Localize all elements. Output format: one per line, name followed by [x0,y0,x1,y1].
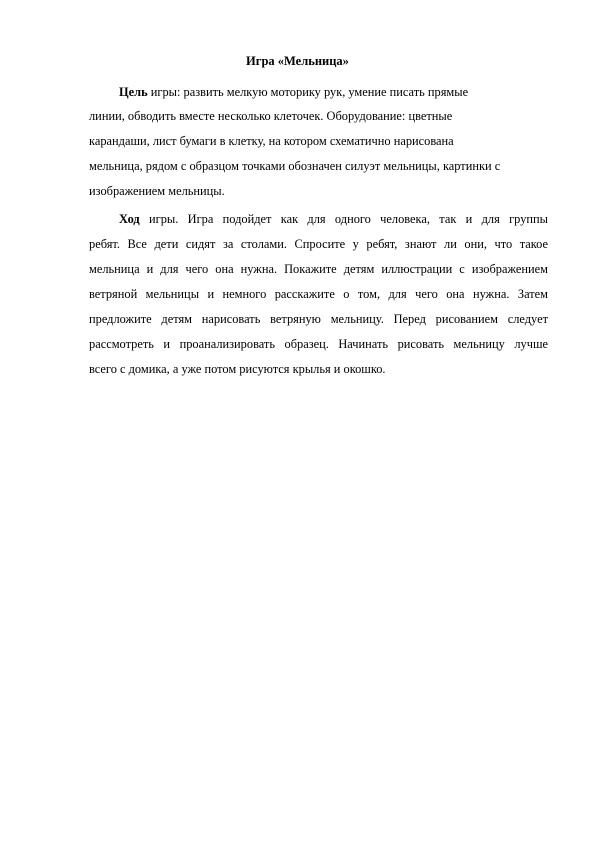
process-line-3: мельница и для чего она нужна. Покажите детям иллюстрации с изображением [89,262,548,276]
goal-line-2: линии, обводить вместе несколько клеточек. Оборудование: цветные [89,109,453,123]
goal-line-4: мельница, рядом с образцом точками обозначен силуэт мельницы, картинки с [89,159,501,173]
document-title: Игра «Мельница» [246,54,349,68]
goal-line-1-text: игры: развить мелкую моторику рук, умение писать прямые [147,85,469,99]
goal-line-1 [119,84,468,100]
process-line-1-text: игры. Игра подойдет как для одного человека, так и для группы [139,212,548,226]
process-line-1 [119,211,548,227]
process-line-7: всего с домика, а уже потом рисуются крылья и окошко. [89,362,386,376]
process-line-5: предложите детям нарисовать ветряную мельницу. Перед рисованием следует [89,312,548,326]
process-lead: Ход [119,212,140,226]
goal-line-5: изображением мельницы. [89,184,225,198]
process-line-2: ребят. Все дети сидят за столами. Спросите у ребят, знают ли они, что такое [89,237,548,251]
goal-lead: Цель [119,85,148,99]
process-line-4: ветряной мельницы и немного расскажите о том, для чего она нужна. Затем [89,287,548,301]
goal-line-3: карандаши, лист бумаги в клетку, на котором схематично нарисована [89,134,454,148]
process-line-6: рассмотреть и проанализировать образец. Начинать рисовать мельницу лучше [89,337,548,351]
